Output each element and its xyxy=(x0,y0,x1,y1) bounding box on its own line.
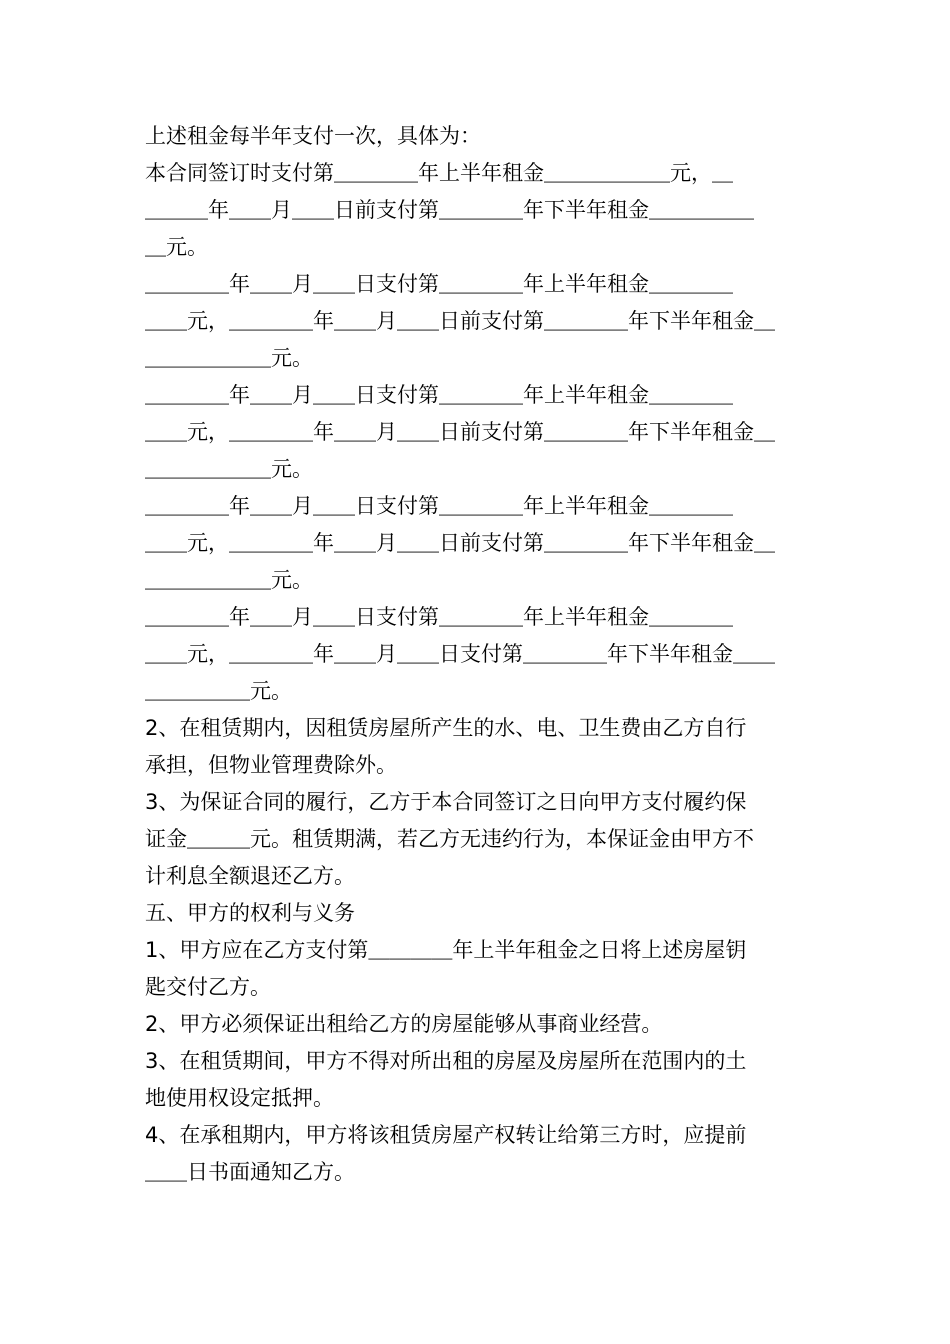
text-line: ＿＿＿年＿＿月＿＿日前支付第＿＿＿＿年下半年租金＿＿＿＿＿ xyxy=(145,198,754,222)
text-line: ＿＿＿＿年＿＿月＿＿日支付第＿＿＿＿年上半年租金＿＿＿＿ xyxy=(145,494,733,518)
text-line: 4、在承租期内，甲方将该租赁房屋产权转让给第三方时，应提前 xyxy=(145,1123,747,1147)
text-line: ＿＿＿＿年＿＿月＿＿日支付第＿＿＿＿年上半年租金＿＿＿＿ xyxy=(145,272,733,296)
text-line: ＿＿＿＿年＿＿月＿＿日支付第＿＿＿＿年上半年租金＿＿＿＿ xyxy=(145,605,733,629)
text-line: ＿＿＿＿＿＿元。 xyxy=(145,457,313,481)
text-line: 3、为保证合同的履行，乙方于本合同签订之日向甲方支付履约保 xyxy=(145,790,747,814)
text-line: 承担，但物业管理费除外。 xyxy=(145,753,397,777)
text-line: 3、在租赁期间，甲方不得对所出租的房屋及房屋所在范围内的土 xyxy=(145,1049,747,1073)
section-heading: 五、甲方的权利与义务 xyxy=(145,901,355,925)
text-line: 1、甲方应在乙方支付第＿＿＿＿年上半年租金之日将上述房屋钥 xyxy=(145,938,747,962)
text-line: ＿＿日书面通知乙方。 xyxy=(145,1160,355,1184)
text-line: 地使用权设定抵押。 xyxy=(145,1086,334,1110)
text-line: ＿＿＿＿＿元。 xyxy=(145,679,292,703)
text-line: 证金＿＿＿元。租赁期满，若乙方无违约行为，本保证金由甲方不 xyxy=(145,827,754,851)
text-line: 计利息全额退还乙方。 xyxy=(145,864,355,888)
text-line: 本合同签订时支付第＿＿＿＿年上半年租金＿＿＿＿＿＿元，＿ xyxy=(145,161,733,185)
text-line: ＿元。 xyxy=(145,235,208,259)
text-line: ＿＿元，＿＿＿＿年＿＿月＿＿日前支付第＿＿＿＿年下半年租金＿ xyxy=(145,531,775,555)
text-line: 2、甲方必须保证出租给乙方的房屋能够从事商业经营。 xyxy=(145,1012,663,1036)
text-line: 匙交付乙方。 xyxy=(145,975,271,999)
text-line: 2、在租赁期内，因租赁房屋所产生的水、电、卫生费由乙方自行 xyxy=(145,716,747,740)
text-line: ＿＿＿＿年＿＿月＿＿日支付第＿＿＿＿年上半年租金＿＿＿＿ xyxy=(145,383,733,407)
text-line: ＿＿元，＿＿＿＿年＿＿月＿＿日前支付第＿＿＿＿年下半年租金＿ xyxy=(145,309,775,333)
document-body xyxy=(145,118,807,1191)
text-line: ＿＿元，＿＿＿＿年＿＿月＿＿日支付第＿＿＿＿年下半年租金＿＿ xyxy=(145,642,775,666)
text-line: 上述租金每半年支付一次，具体为： xyxy=(145,124,481,148)
text-line: ＿＿元，＿＿＿＿年＿＿月＿＿日前支付第＿＿＿＿年下半年租金＿ xyxy=(145,420,775,444)
text-line: ＿＿＿＿＿＿元。 xyxy=(145,568,313,592)
text-line: ＿＿＿＿＿＿元。 xyxy=(145,346,313,370)
